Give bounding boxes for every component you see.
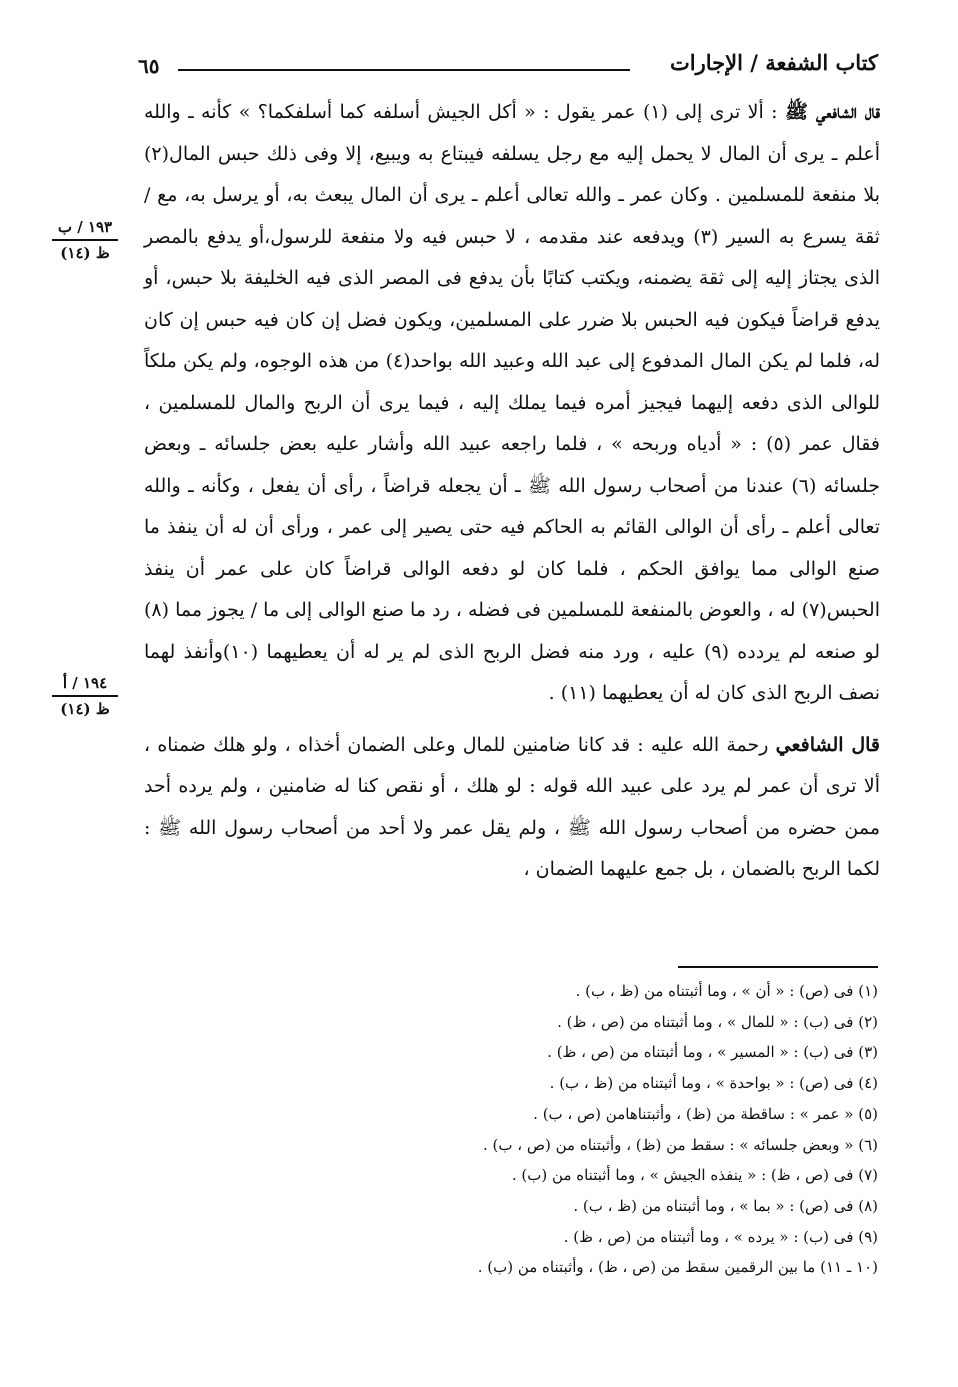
footnotes	[178, 976, 878, 1283]
paragraph-text: : ألا ترى إلى (١) عمر يقول : « أكل الجيش أسلفه كما أسلفكما؟ » كأنه ـ والله أعلم ـ يرى أن المال لا يحمل إليه مع رجل يسلفه فيبتاع به ويبيع، إلا وفى ذلك حبس المال(٢) بلا منفعة للمسلمين . وكان عمر ـ والله تعالى أعلم ـ يرى أن المال يبعث به، أو يرسل به، مع / ثقة يسرع به السير (٣) ويدفعه عند مقدمه ، لا حبس فيه ولا منفعة للرسول،أو يدفع بالمصر الذى يجتاز إليه إلى ثقة يضمنه، ويكتب كتابًا بأن يدفع فى المصر الذى فيه الخليفة بلا حبس، أو يدفع قراضاً فيكون فيه الحبس بلا ضرر على المسلمين، ويكون فضل إن كان فيه حبس إن كان له، فلما لم يكن المال المدفوع إلى عبد الله وعبيد الله بواحد(٤) من هذه الوجوه، ولم يكن ملكاً للوالى الذى دفعه إليهما فيجيز أمره فيما يملك إليه ، فيما يرى أن الربح والمال للمسلمين ، فقال عمر (٥) : « أدياه وربحه » ، فلما راجعه عبيد الله وأشار عليه بعض جلسائه ـ وبعض جلسائه (٦) عندنا من أصحاب رسول الله ﷺ ـ أن يجعله قراضاً ، رأى أن يفعل ، وكأنه ـ والله تعالى أعلم ـ رأى أن الوالى القائم به الحاكم فيه حتى يصير إلى عمر ، ورأى أن له أن ينفذ ما صنع الوالى مما يوافق الحكم ، فلما كان لو دفعه الوالى قراضاً كان على عمر أن ينفذ الحبس(٧) له ، والعوض بالمنفعة للمسلمين فى فضله ، رد ما صنع الوالى إلى ما / يجوز مما (٨) لو صنعه لم يردده (٩) عليه ، ورد منه فضل الربح الذى لم ير له أن يعطيهما (١٠)وأنفذ لهما نصف الربح الذى كان له أن يعطيهما (١١) .	[144, 101, 881, 704]
margin-rule	[52, 695, 118, 697]
folio-reference: ١٩٤ / أ	[62, 674, 108, 692]
speaker-label: قال الشافعي ﷺ	[784, 101, 880, 123]
main-text	[144, 92, 880, 891]
paragraph-2	[144, 725, 880, 891]
footnote: (٢) فى (ب) : « للمال » ، وما أثبتناه من (ص ، ظ) .	[557, 1012, 878, 1031]
folio-reference: ١٩٣ / ب	[57, 218, 113, 236]
footnote: (٨) فى (ص) : « بما » ، وما أثبتناه من (ظ ، ب) .	[573, 1196, 878, 1215]
footnote: (١) فى (ص) : « أن » ، وما أثبتناه من (ظ ، ب) .	[575, 982, 878, 1000]
paragraph-text: رحمة الله عليه : قد كانا ضامنين للمال وعلى الضمان أخذاه ، ولو هلك ضمناه ، ألا ترى أن عمر لم يرد على عبيد الله قوله : لو هلك ، أو نقص كنا له ضامنين ، ولم يرده أحد ممن حضره من أصحاب رسول الله ﷺ ، ولم يقل عمر ولا أحد من أصحاب رسول الله ﷺ : لكما الربح بالضمان ، بل جمع عليهما الضمان ،	[144, 733, 880, 880]
footnote: (١٠ ـ ١١) ما بين الرقمين سقط من (ص ، ظ) ، وأثبتناه من (ب) .	[477, 1258, 878, 1277]
footnote: (٧) فى (ص ، ظ) : « ينفذه الجيش » ، وما أثبتناه من (ب) .	[511, 1166, 878, 1185]
footnote: (٥) « عمر » : ساقطة من (ظ) ، وأثبتناهامن (ص ، ب) .	[533, 1104, 878, 1123]
margin-note-folio-194a	[48, 674, 122, 718]
manuscript-reference: ظ (١٤)	[60, 243, 110, 262]
running-header-title: كتاب الشفعة / الإجارات	[669, 50, 878, 75]
margin-rule	[52, 239, 118, 241]
footnote: (٦) « وبعض جلسائه » : سقط من (ظ) ، وأثبتناه من (ص ، ب) .	[482, 1135, 878, 1154]
footnote: (٤) فى (ص) : « بواحدة » ، وما أثبتناه من (ظ ، ب) .	[549, 1074, 878, 1093]
footnote: (٩) فى (ب) : « يرده » ، وما أثبتناه من (ص ، ظ) .	[563, 1227, 878, 1246]
speaker-label: قال الشافعي	[775, 733, 880, 756]
manuscript-reference: ظ (١٤)	[60, 699, 110, 718]
margin-note-folio-193b	[48, 218, 122, 262]
footnote-separator	[678, 966, 878, 968]
footnote: (٣) فى (ب) : « المسير » ، وما أثبتناه من (ص ، ظ) .	[547, 1043, 878, 1062]
header-rule	[178, 69, 630, 71]
paragraph-1	[144, 92, 880, 715]
page-number: ٦٥	[138, 54, 160, 78]
